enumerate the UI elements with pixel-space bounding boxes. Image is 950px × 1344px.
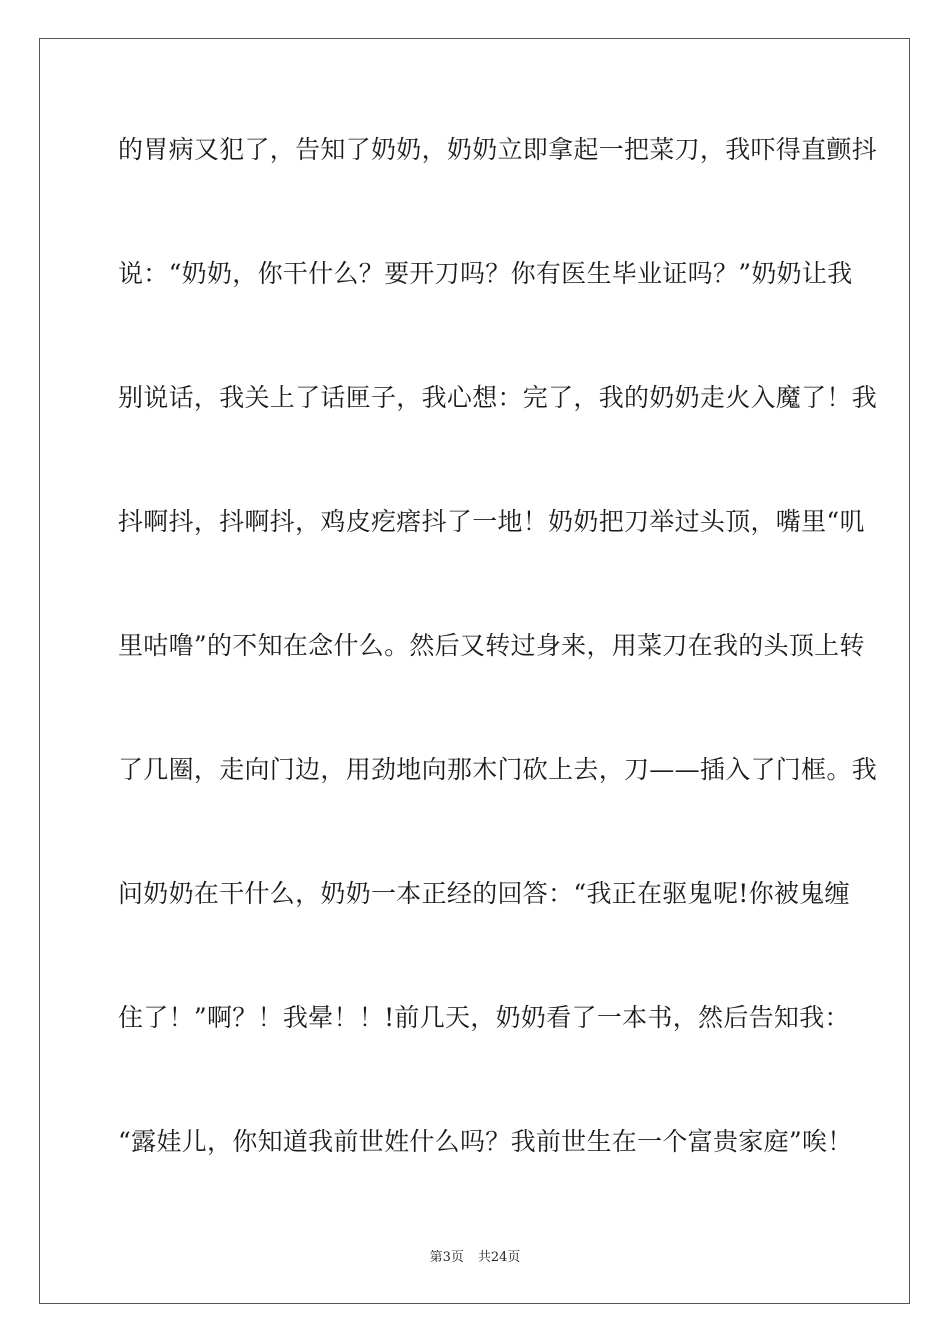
body-text-line: 里咕噜”的不知在念什么。然后又转过身来，用菜刀在我的头顶上转 (118, 631, 865, 660)
body-text-line: “露娃儿，你知道我前世姓什么吗？我前世生在一个富贵家庭”唉！ (118, 1127, 853, 1156)
body-text-line: 说：“奶奶，你干什么？要开刀吗？你有医生毕业证吗？”奶奶让我 (118, 259, 853, 288)
page-footer (0, 1246, 950, 1265)
page-number: 第3页 (429, 1250, 464, 1265)
body-text-line: 别说话，我关上了话匣子，我心想：完了，我的奶奶走火入魔了！我 (118, 383, 878, 412)
body-text-line: 住了！”啊？！我晕！！!前几天，奶奶看了一本书，然后告知我： (118, 1003, 850, 1032)
page-total: 共24页 (477, 1250, 521, 1265)
page-frame (39, 38, 910, 1304)
body-text-line: 了几圈，走向门边，用劲地向那木门砍上去，刀——插入了门框。我 (118, 755, 878, 784)
body-text-line: 的胃病又犯了，告知了奶奶，奶奶立即拿起一把菜刀，我吓得直颤抖 (118, 135, 878, 164)
body-text-line: 问奶奶在干什么，奶奶一本正经的回答：“我正在驱鬼呢!你被鬼缠 (118, 879, 850, 908)
body-text-line: 抖啊抖，抖啊抖，鸡皮疙瘩抖了一地！奶奶把刀举过头顶，嘴里“叽 (118, 507, 865, 536)
